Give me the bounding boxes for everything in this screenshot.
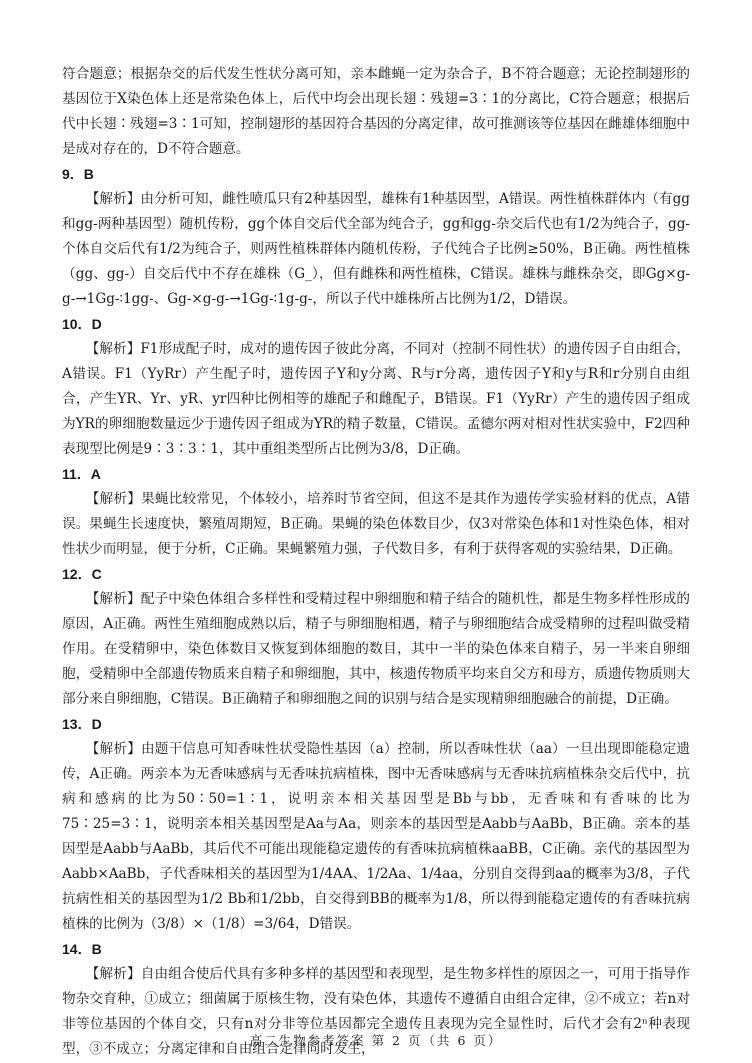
page-footer: 高二生物参考答案 第 2 页（共 6 页） — [249, 1033, 503, 1048]
answer-item-9 — [62, 162, 690, 312]
answer-explanation: 【解析】由分析可知，雌性喷瓜只有2种基因型，雄株有1种基因型，A错误。两性植株群体内（有gg和gg-两种基因型）随机传粉，gg个体自交后代全部为纯合子，gg和gg-杂交后代也有1/2为纯合子，gg-个体自交后代有1/2为纯合子，则两性植株群体内随机传粉，子代纯合子比例≥50%，B正确。两性植株（gg、gg-）自交后代中不存在雄株（G_），但有雌株和两性植株，C错误。雄株与雌株杂交，即Gg×g-g-→1Gg-∶1gg-、Gg-×g-g-→1Gg-∶1g-g-，所以子代中雄株所占比例为1/2，D错误。 — [62, 191, 690, 307]
answer-explanation: 【解析】由题干信息可知香味性状受隐性基因（a）控制，所以香味性状（aa）一旦出现即能稳定遗传，A正确。两亲本为无香味感病与无香味抗病植株，图中无香味感病与无香味抗病植株杂交后代中，抗病和感病的比为50∶50=1∶1，说明亲本相关基因型是Bb与bb，无香味和有香味的比为75∶25=3∶1，说明亲本相关基因型是Aa与Aa，则亲本的基因型是Aabb与AaBb，B正确。亲本的基因型是Aabb与AaBb，其后代不可能出现能稳定遗传的有香味抗病植株aaBB，C正确。亲代的基因型为Aabb×AaBb，子代香味相关的基因型为1/4AA、1/2Aa、1/4aa，分别自交得到aa的概率为3/8，子代抗病性相关的基因型为1/2 Bb和1/2bb，自交得到BB的概率为1/8，所以得到能稳定遗传的有香味抗病植株的比例为（3/8）×（1/8）=3/64，D错误。 — [62, 741, 690, 932]
intro-paragraph: 符合题意；根据杂交的后代发生性状分离可知，亲本雌蝇一定为杂合子，B不符合题意；无论控制翅形的基因位于X染色体上还是常染色体上，后代中均会出现长翅∶残翅=3∶1的分离比，C符合题意；根据后代中长翅∶残翅=3∶1可知，控制翅形的基因符合基因的分离定律，故可推测该等位基因在雌雄体细胞中是成对存在的，D不符合题意。 — [62, 66, 690, 157]
answer-number: 13．D — [62, 716, 102, 732]
answer-item-11 — [62, 462, 690, 562]
answer-item-13 — [62, 712, 690, 937]
answer-item-10 — [62, 312, 690, 462]
answer-number: 12．C — [62, 566, 102, 582]
answer-explanation: 【解析】果蝇比较常见，个体较小，培养时节省空间，但这不是其作为遗传学实验材料的优点，A错误。果蝇生长速度快，繁殖周期短，B正确。果蝇的染色体数目少，仅3对常染色体和1对性染色体，相对性状少而明显，便于分析，C正确。果蝇繁殖力强，子代数目多，有利于获得客观的实验结果，D正确。 — [62, 491, 690, 557]
answer-explanation: 【解析】F1形成配子时，成对的遗传因子彼此分离，不同对（控制不同性状）的遗传因子自由组合，A错误。F1（YyRr）产生配子时，遗传因子Y和y分离、R与r分离，遗传因子Y和y与R和r分别自由组合，产生YR、Yr、yR、yr四种比例相等的雄配子和雌配子，B错误。F1（YyRr）产生的遗传因子组成为YR的卵细胞数量远少于遗传因子组成为YR的精子数量，C错误。孟德尔两对相对性状实验中，F2四种表现型比例是9∶3∶3∶1，其中重组类型所占比例为3/8，D正确。 — [62, 341, 690, 457]
answer-explanation: 【解析】自由组合使后代具有多种多样的基因型和表现型，是生物多样性的原因之一，可用于指导作物杂交育种，①成立；细菌属于原核生物，没有染色体，其遗传不遵循自由组合定律，②不成立；若n对非等位基因的个体自交，只有n对分非等位基因都完全遗传且表现为完全显性时，后代才会有2ⁿ种表现型，③不成立；分离定律和自由组合定律同时发生， — [62, 966, 691, 1057]
answer-number: 11．A — [62, 466, 101, 482]
document-body — [62, 62, 690, 1062]
answer-explanation: 【解析】配子中染色体组合多样性和受精过程中卵细胞和精子结合的随机性，都是生物多样性形成的原因，A正确。两性生殖细胞成熟以后，精子与卵细胞相遇，精子与卵细胞结合成受精卵的过程叫做受精作用。在受精卵中，染色体数目又恢复到体细胞的数目，其中一半的染色体来自精子，另一半来自卵细胞，受精卵中全部遗传物质来自精子和卵细胞，其中，核遗传物质平均来自父方和母方，质遗传物质则大部分来自卵细胞，C错误。B正确精子和卵细胞之间的识别与结合是实现精卵细胞融合的前提，D正确。 — [62, 591, 690, 707]
answer-number: 10．D — [62, 316, 102, 332]
answer-number: 9．B — [62, 166, 94, 182]
answer-number: 14．B — [62, 941, 102, 957]
answer-item-12 — [62, 562, 690, 712]
